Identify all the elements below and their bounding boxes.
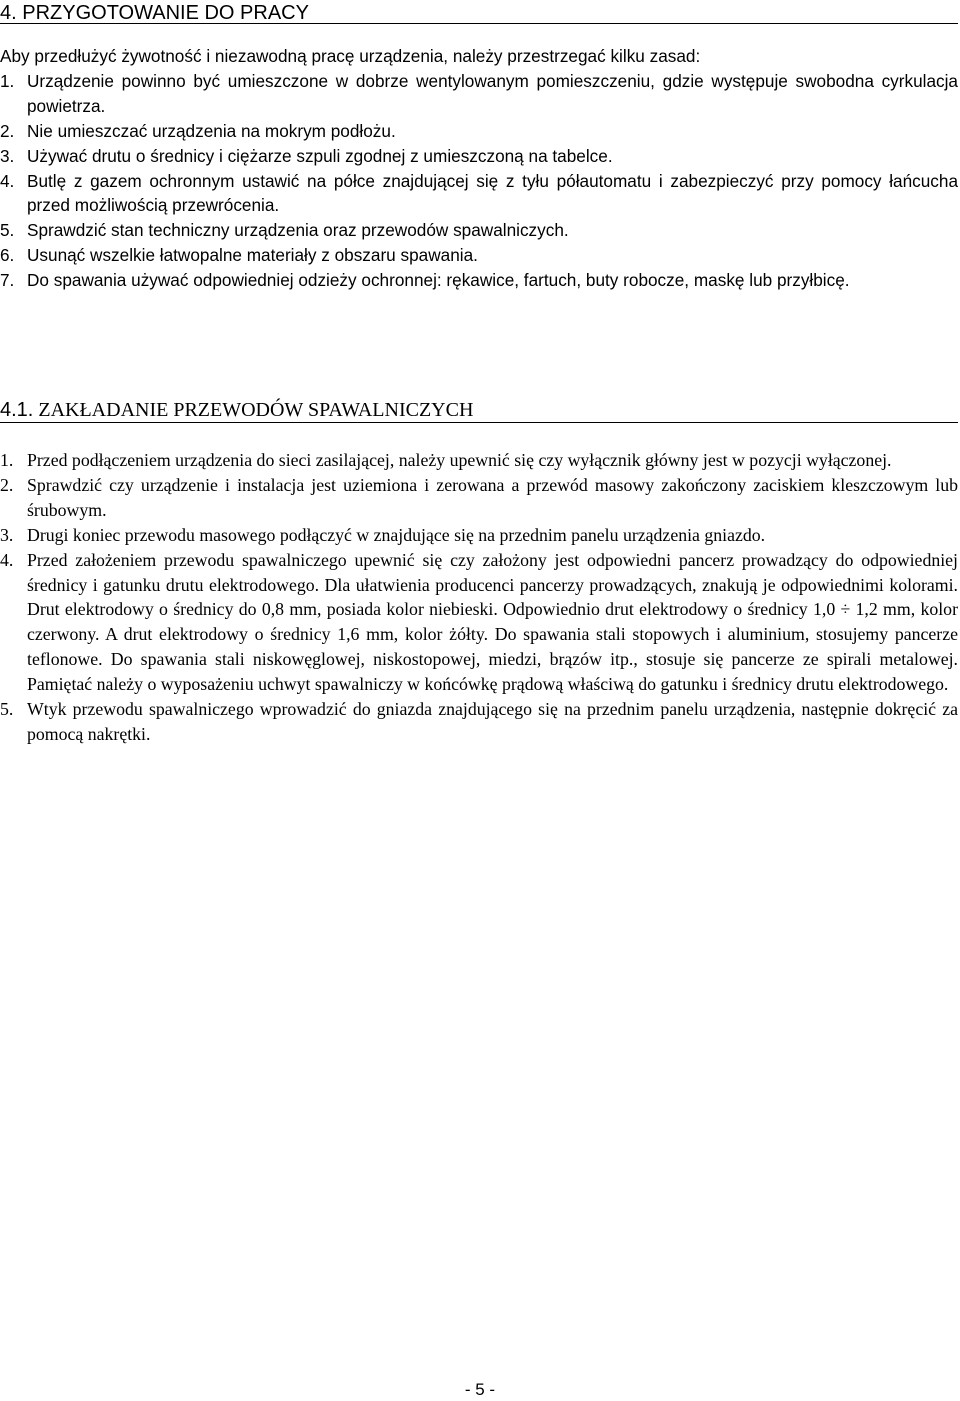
list-item-text: Przed założeniem przewodu spawalniczego upewnić się czy założony jest odpowiedni pancerz prowadzący do odpowiedniej średnicy i gatunku drutu elektrodowego. Dla ułatwienia producenci pancerzy prowadzących, znakują je odpowiednimi kolorami. Drut elektrodowy o średnicy do 0,8 mm, posiada kolor niebieski. Odpowiednio drut elektrodowy o średnicy 1,0 ÷ 1,2 mm, kolor czerwony. A drut elektrodowy o średnicy 1,6 mm, kolor żółty. Do spawania stali stopowych i aluminium, stosujemy pancerze teflonowe. Do spawania stali niskowęglowej, niskostopowej, miedzi, brązów itp., stosuje się pancerze ze spirali metalowej. Pamiętać należy o wyposażeniu uchwyt spawalniczy w końcówkę prądową właściwą do gatunku i średnicy drutu elektrodowego. (27, 549, 958, 695)
list-item-number: 1. (0, 450, 14, 470)
section-heading-number: 4.1. (0, 399, 34, 421)
list-item-number: 2. (0, 474, 14, 495)
list-item (0, 119, 958, 144)
list-item-text: Do spawania używać odpowiedniej odzieży ochronnej: rękawice, fartuch, buty robocze, maskę lub przyłbicę. (27, 270, 850, 291)
list-item-number: 5. (0, 220, 15, 241)
list-item-number: 1. (0, 70, 15, 91)
list-item-text: Używać drutu o średnicy i ciężarze szpuli zgodnej z umieszczoną na tabelce. (27, 145, 613, 166)
list-item-number: 6. (0, 245, 15, 266)
list-item-text: Usunąć wszelkie łatwopalne materiały z obszaru spawania. (27, 245, 478, 266)
list-item (0, 448, 958, 473)
list-item-number: 3. (0, 524, 14, 545)
list-item-text: Drugi koniec przewodu masowego podłączyć w znajdujące się na przednim panelu urządzenia gniazdo. (27, 524, 766, 545)
list-item-number: 4. (0, 549, 14, 570)
list-item (0, 169, 958, 219)
list-item-number: 3. (0, 145, 15, 166)
list-item (0, 548, 958, 697)
list-item (0, 243, 958, 268)
section-heading-text: ZAKŁADANIE PRZEWODÓW SPAWALNICZYCH (38, 399, 474, 421)
list-item-text: Butlę z gazem ochronnym ustawić na półce znajdującej się z tyłu półautomatu i zabezpieczyć przy pomocy łańcucha przed możliwością przewrócenia. (27, 170, 958, 216)
list-item (0, 268, 958, 293)
list-item-text: Sprawdzić stan techniczny urządzenia oraz przewodów spawalniczych. (27, 220, 569, 241)
list-item-text: Nie umieszczać urządzenia na mokrym podłożu. (27, 120, 396, 141)
list-item-number: 5. (0, 699, 14, 720)
list-item-number: 7. (0, 270, 15, 291)
list-item (0, 144, 958, 169)
list-item-text: Wtyk przewodu spawalniczego wprowadzić do gniazda znajdującego się na przednim panelu urządzenia, następnie dokręcić za pomocą nakrętki. (27, 699, 958, 744)
list-item (0, 218, 958, 243)
intro-paragraph: Aby przedłużyć żywotność i niezawodną pracę urządzenia, należy przestrzegać kilku zasad: (0, 46, 701, 66)
list-item-number: 4. (0, 170, 15, 191)
list-item (0, 697, 958, 747)
list-item (0, 473, 958, 523)
list-item-text: Sprawdzić czy urządzenie i instalacja jest uziemiona i zerowana a przewód masowy zakończony zaciskiem kleszczowym lub śrubowym. (27, 474, 958, 520)
list-item-number: 2. (0, 120, 15, 141)
page-number: - 5 - (464, 1380, 496, 1399)
list-item-text: Przed podłączeniem urządzenia do sieci zasilającej, należy upewnić się czy wyłącznik główny jest w pozycji wyłączonej. (27, 450, 892, 470)
section-heading-preparation: 4. PRZYGOTOWANIE DO PRACY (0, 2, 958, 24)
list-item-text: Urządzenie powinno być umieszczone w dobrze wentylowanym pomieszczeniu, gdzie występuje swobodna cyrkulacja powietrza. (27, 70, 958, 116)
list-item (0, 69, 958, 119)
section-heading-welding-cables (0, 399, 958, 423)
section-body-welding-cables (0, 448, 958, 747)
list-item (0, 523, 958, 548)
section-body-preparation (0, 44, 958, 293)
